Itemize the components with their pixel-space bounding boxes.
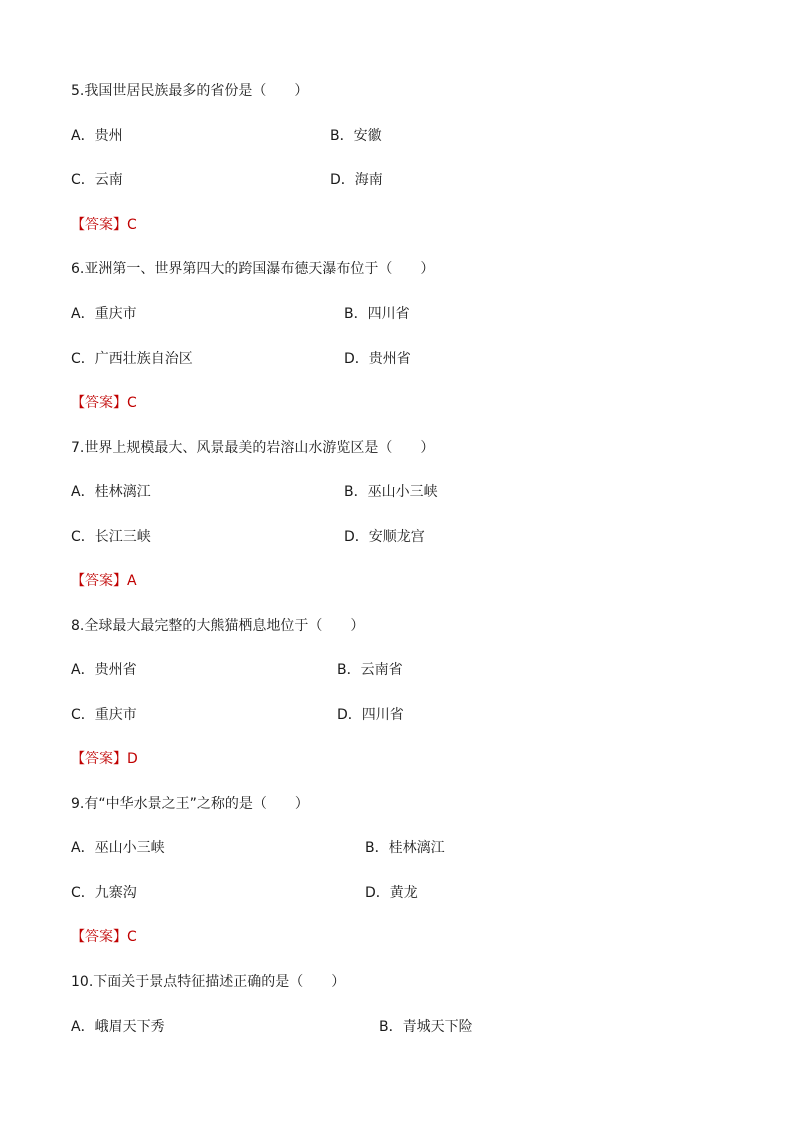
option-b: B．安徽 xyxy=(330,128,382,144)
option-a: A．贵州省 xyxy=(71,662,137,678)
answer-label: 【答案】C xyxy=(71,395,137,411)
option-a: A．贵州 xyxy=(71,128,123,144)
option-c: C．重庆市 xyxy=(71,707,137,723)
option-d: D．海南 xyxy=(330,172,383,188)
option-a: A．巫山小三峡 xyxy=(71,840,165,856)
option-b: B．巫山小三峡 xyxy=(344,484,438,500)
option-b: B．云南省 xyxy=(337,662,403,678)
option-d: D．黄龙 xyxy=(365,885,418,901)
answer-label: 【答案】A xyxy=(71,573,137,589)
question-stem: 5.我国世居民族最多的省份是（ ） xyxy=(71,83,309,99)
option-a: A．重庆市 xyxy=(71,306,137,322)
option-d: D．贵州省 xyxy=(344,351,411,367)
question-stem: 7.世界上规模最大、风景最美的岩溶山水游览区是（ ） xyxy=(71,440,435,456)
question-stem: 8.全球最大最完整的大熊猫栖息地位于（ ） xyxy=(71,618,365,634)
option-a: A．峨眉天下秀 xyxy=(71,1019,165,1035)
option-b: B．桂林漓江 xyxy=(365,840,445,856)
question-stem: 6.亚洲第一、世界第四大的跨国瀑布德天瀑布位于（ ） xyxy=(71,261,435,277)
answer-label: 【答案】D xyxy=(71,751,138,767)
option-c: C．九寨沟 xyxy=(71,885,137,901)
option-c: C．云南 xyxy=(71,172,123,188)
option-c: C．广西壮族自治区 xyxy=(71,351,193,367)
option-a: A．桂林漓江 xyxy=(71,484,151,500)
answer-label: 【答案】C xyxy=(71,217,137,233)
option-d: D．四川省 xyxy=(337,707,404,723)
answer-label: 【答案】C xyxy=(71,929,137,945)
option-c: C．长江三峡 xyxy=(71,529,151,545)
option-b: B．青城天下险 xyxy=(379,1019,473,1035)
question-stem: 10.下面关于景点特征描述正确的是（ ） xyxy=(71,974,346,990)
option-b: B．四川省 xyxy=(344,306,410,322)
question-stem: 9.有“中华水景之王”之称的是（ ） xyxy=(71,796,309,812)
option-d: D．安顺龙宫 xyxy=(344,529,425,545)
